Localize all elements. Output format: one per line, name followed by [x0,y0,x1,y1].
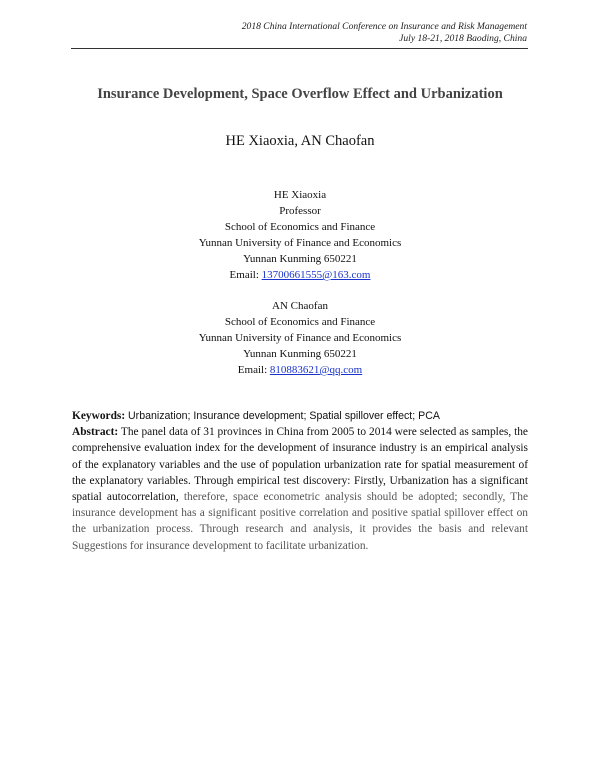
header-divider [71,48,528,49]
author-position: Professor [279,205,321,217]
email-label: Email: [237,364,268,376]
email-label: Email: [229,269,259,281]
author-name: HE Xiaoxia [273,189,327,201]
author-university: Yunnan University of Finance and Economics [198,332,402,344]
email-link[interactable]: 810883621@qq.com [269,364,363,376]
email-link[interactable]: 13700661555@163.com [261,269,371,281]
conference-name: 2018 China International Conference on Insurance and Risk Management [241,21,527,32]
keywords-label: Keywords: [72,410,126,422]
abstract-text-rest: therefore, space econometric analysis should be adopted; secondly, The insurance development has a significant positive correlation and positive spatial spillover effect on the urbanization process. Through research and analysis, it provides the basis and relevant Suggestions for insurance development to facilitate urbanization. [72,491,528,552]
abstract-label: Abstract: [72,426,119,439]
author-school: School of Economics and Finance [224,316,376,328]
conference-header [242,21,527,45]
keywords-line [72,408,528,424]
affiliation-block-2 [0,298,600,378]
author-name: AN Chaofan [272,300,328,312]
author-address: Yunnan Kunming 650221 [243,348,357,360]
author-school: School of Economics and Finance [224,221,376,233]
author-university: Yunnan University of Finance and Economics [198,237,402,249]
paper-title: Insurance Development, Space Overflow Effect and Urbanization [97,86,503,102]
affiliation-block-1 [0,187,600,283]
abstract-text-main: The panel data of 31 provinces in China from 2005 to 2014 were selected as samples, the comprehensive evaluation index for the development of insurance industry is an empirical analysis of the explanatory variables and the use of population urbanization rate for spatial measurement of the explanatory variables. Through empirical test discovery: Firstly, Urbanization has a significant spatial autocorrelation, [72,426,528,504]
paper-authors: HE Xiaoxia, AN Chaofan [225,133,375,149]
conference-date-location: July 18-21, 2018 Baoding, China [399,33,527,44]
author-address: Yunnan Kunming 650221 [243,253,357,265]
abstract-paragraph [72,424,528,554]
author-email-line [0,362,600,378]
author-email-line [0,267,600,283]
keywords-abstract-section [72,408,528,554]
keywords-text: Urbanization; Insurance development; Spatial spillover effect; PCA [128,410,440,422]
